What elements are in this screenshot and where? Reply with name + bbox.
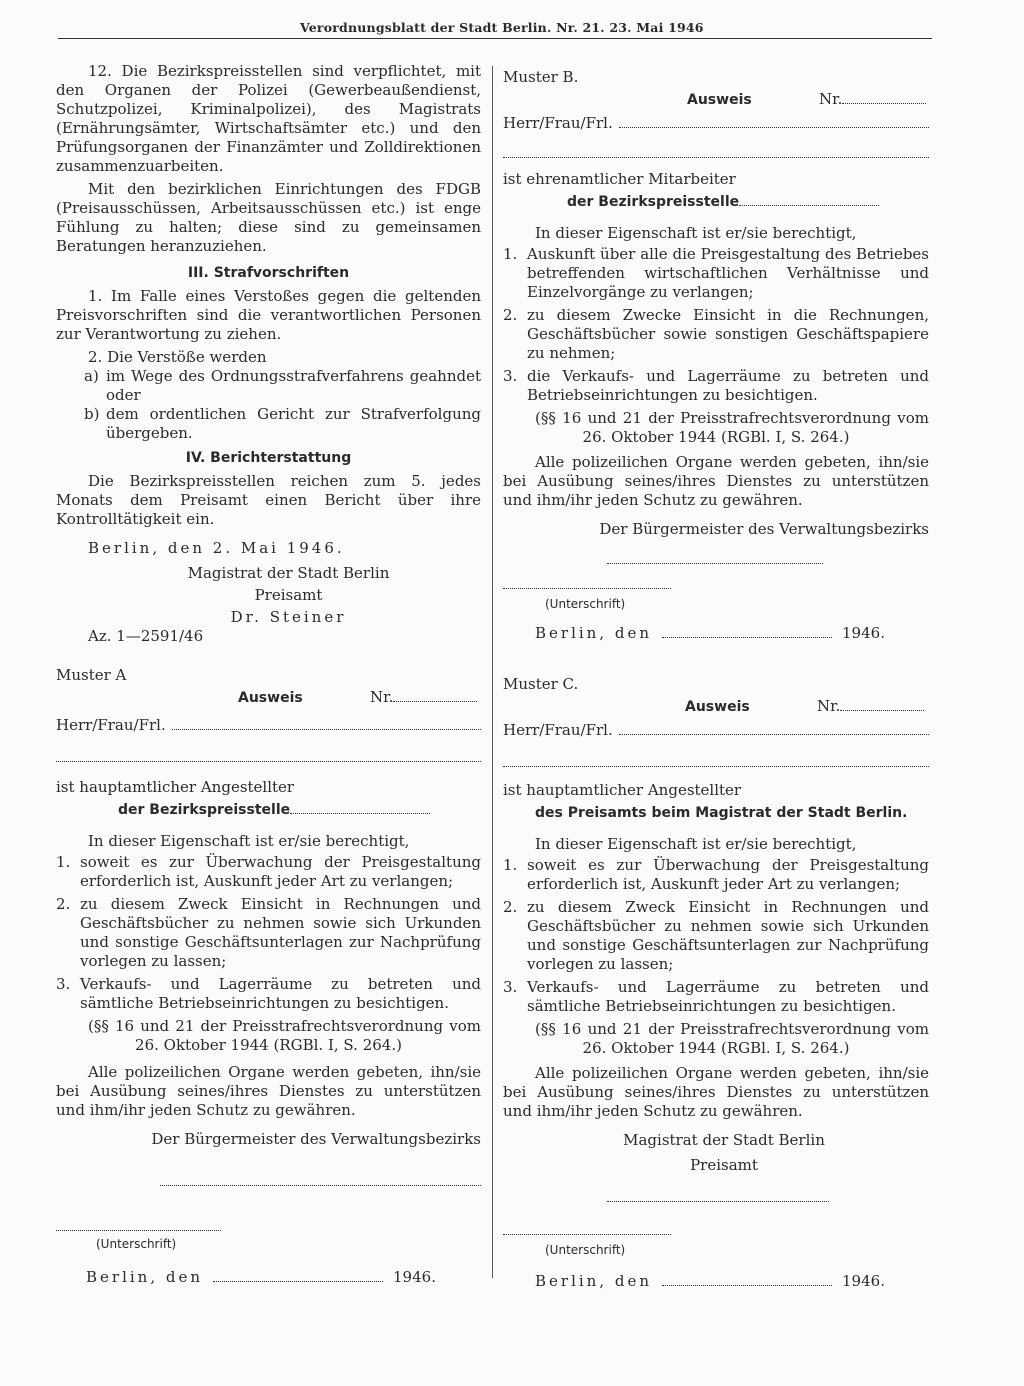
item-number: 3. bbox=[56, 975, 71, 993]
name-row bbox=[56, 716, 481, 735]
name-row bbox=[503, 721, 929, 740]
year-label: 1946. bbox=[393, 1268, 436, 1286]
header-rule bbox=[58, 38, 932, 39]
paragraph-fdgb: Mit den bezirklichen Einrichtungen des FDGB (Preisausschüssen, Arbeitsausschüssen etc.) ist enge Fühlung zu halten; diese sind zu gemeinsamen Beratungen heranzuziehen. bbox=[56, 180, 481, 255]
berlin-label: Berlin, den bbox=[86, 1268, 204, 1286]
berlin-label: Berlin, den bbox=[535, 624, 653, 642]
polizei-text: Alle polizeilichen Organe werden gebeten, ihn/sie bei Ausübung seines/ihres Dienstes zu unterstützen und ihm/ihr jeden Schutz zu gewähren. bbox=[503, 1064, 929, 1120]
unterschrift-label: (Unterschrift) bbox=[545, 597, 626, 611]
legal-reference: (§§ 16 und 21 der Preisstrafrechtsverordnung vom 26. Oktober 1944 (RGBl. I, S. 264.) bbox=[535, 1020, 929, 1057]
paragraph-bericht: Die Bezirkspreisstellen reichen zum 5. jedes Monats dem Preisamt einen Bericht über ihre Kontrolltätigkeit ein. bbox=[56, 472, 481, 528]
item-text: Verkaufs- und Lagerräume zu betreten und sämtliche Betriebseinrichtungen zu besichtigen. bbox=[527, 978, 929, 1015]
date-field[interactable] bbox=[213, 1281, 383, 1282]
date-row bbox=[56, 1268, 481, 1287]
item-number: 3. bbox=[503, 367, 518, 385]
paragraph-12: 12. Die Bezirkspreisstellen sind verpflichtet, mit den Organen der Polizei (Gewerbeaußendienst, Schutzpolizei, Kriminalpolizei), des Magistrats (Ernährungsämter, Wirtschaftsämter etc.) und den Prüfungsorganen der Finanzämter und Zolldirektionen zusammenzuarbeiten. bbox=[56, 62, 481, 175]
legal-reference: (§§ 16 und 21 der Preisstrafrechtsverordnung vom 26. Oktober 1944 (RGBl. I, S. 264.) bbox=[88, 1017, 481, 1054]
nr-label: Nr. bbox=[370, 688, 394, 706]
name-field[interactable] bbox=[172, 729, 481, 730]
item-text: soweit es zur Überwachung der Preisgestaltung erforderlich ist, Auskunft jeder Art zu verlangen; bbox=[527, 856, 929, 893]
status-text: ist hauptamtlicher Angestellter bbox=[503, 781, 742, 799]
signature-magistrat: Magistrat der Stadt Berlin bbox=[187, 564, 390, 582]
item-text: zu diesem Zweck Einsicht in Rechnungen und Geschäftsbücher zu nehmen sowie sich Urkunden und sonstige Geschäftsunterlagen zur Nachprüfung vorlegen zu lassen; bbox=[527, 898, 929, 973]
herr-label: Herr/Frau/Frl. bbox=[503, 721, 613, 739]
stelle-text: der Bezirkspreisstelle bbox=[118, 802, 291, 818]
heading-berichterstattung: IV. Berichterstattung bbox=[185, 450, 352, 466]
nr-field[interactable] bbox=[842, 103, 926, 104]
item-number: 1. bbox=[56, 853, 71, 871]
nr-label: Nr. bbox=[819, 90, 843, 108]
item-number: a) bbox=[84, 367, 99, 385]
signature-preisamt: Preisamt bbox=[254, 586, 323, 604]
ausweis-title: Ausweis bbox=[685, 699, 750, 715]
item-number: 1. bbox=[503, 245, 518, 263]
item-text: Auskunft über alle die Preisgestaltung des Betriebes betreffenden wirtschaftlichen Verhältnisse und Einzelvorgänge zu verlangen; bbox=[527, 245, 929, 301]
unterschrift-label: (Unterschrift) bbox=[545, 1243, 626, 1257]
muster-b bbox=[503, 68, 929, 643]
list-item bbox=[56, 975, 481, 1013]
issuer-text: Der Bürgermeister des Verwaltungsbezirks bbox=[151, 1130, 481, 1148]
polizei-text: Alle polizeilichen Organe werden gebeten, ihn/sie bei Ausübung seines/ihres Dienstes zu unterstützen und ihm/ihr jeden Schutz zu gewähren. bbox=[503, 453, 929, 509]
item-number: 2. bbox=[56, 895, 71, 913]
name-field-line-2[interactable] bbox=[56, 747, 481, 762]
berechtigt-text: In dieser Eigenschaft ist er/sie berechtigt, bbox=[535, 835, 857, 853]
issuer-magistrat: Magistrat der Stadt Berlin bbox=[623, 1131, 825, 1149]
strafvorschrift-2b bbox=[56, 405, 481, 443]
stelle-field[interactable] bbox=[739, 205, 879, 206]
item-number: 2. bbox=[503, 898, 518, 916]
issuer-field[interactable] bbox=[160, 1171, 481, 1186]
ausweis-title: Ausweis bbox=[238, 690, 303, 706]
strafvorschrift-2: 2. Die Verstöße werden bbox=[88, 348, 267, 366]
date-field[interactable] bbox=[662, 1285, 832, 1286]
name-row bbox=[503, 114, 929, 133]
list-item bbox=[503, 898, 929, 974]
ausweis-row bbox=[56, 688, 481, 708]
muster-label: Muster B. bbox=[503, 68, 579, 86]
stelle-field[interactable] bbox=[290, 813, 430, 814]
strafvorschrift-2a bbox=[56, 367, 481, 405]
date-field[interactable] bbox=[662, 637, 832, 638]
ausweis-row bbox=[503, 90, 929, 110]
herr-label: Herr/Frau/Frl. bbox=[503, 114, 613, 132]
ausweis-title: Ausweis bbox=[687, 92, 752, 108]
list-item bbox=[503, 978, 929, 1016]
left-column bbox=[56, 62, 481, 1287]
issuer-field[interactable] bbox=[607, 1187, 829, 1202]
item-text: zu diesem Zweck Einsicht in Rechnungen und Geschäftsbücher zu nehmen sowie sich Urkunden und sonstige Geschäftsunterlagen zur Nachprüfung vorlegen zu lassen; bbox=[80, 895, 481, 970]
column-divider bbox=[492, 66, 493, 1278]
signature-field[interactable] bbox=[503, 574, 671, 589]
stelle-row bbox=[503, 193, 929, 212]
year-label: 1946. bbox=[842, 624, 885, 642]
item-text: soweit es zur Überwachung der Preisgestaltung erforderlich ist, Auskunft jeder Art zu verlangen; bbox=[80, 853, 481, 890]
berechtigt-text: In dieser Eigenschaft ist er/sie berechtigt, bbox=[535, 224, 857, 242]
item-number: b) bbox=[84, 405, 100, 423]
unterschrift-label: (Unterschrift) bbox=[96, 1237, 177, 1251]
signature-name: Dr. Steiner bbox=[230, 608, 347, 626]
berechtigt-text: In dieser Eigenschaft ist er/sie berechtigt, bbox=[88, 832, 410, 850]
stelle-row bbox=[56, 801, 481, 820]
list-item bbox=[503, 367, 929, 405]
strafvorschrift-1: 1. Im Falle eines Verstoßes gegen die geltenden Preisvorschriften sind die verantwortlichen Personen zur Verantwortung zu ziehen. bbox=[56, 287, 481, 343]
list-item bbox=[503, 856, 929, 894]
item-number: 2. bbox=[503, 306, 518, 324]
nr-field[interactable] bbox=[393, 701, 477, 702]
list-item bbox=[503, 306, 929, 363]
list-item bbox=[56, 853, 481, 891]
date-row bbox=[503, 624, 929, 643]
date-line: Berlin, den 2. Mai 1946. bbox=[88, 539, 345, 557]
herr-label: Herr/Frau/Frl. bbox=[56, 716, 166, 734]
name-field[interactable] bbox=[619, 127, 929, 128]
right-column bbox=[503, 68, 929, 1291]
muster-label: Muster A bbox=[56, 666, 127, 684]
muster-c bbox=[503, 675, 929, 1291]
year-label: 1946. bbox=[842, 1272, 885, 1290]
heading-strafvorschriften: III. Strafvorschriften bbox=[187, 265, 350, 281]
nr-label: Nr. bbox=[817, 697, 841, 715]
item-text: im Wege des Ordnungsstrafverfahrens geahndet oder bbox=[106, 367, 481, 404]
name-field-line-2[interactable] bbox=[503, 752, 929, 767]
berlin-label: Berlin, den bbox=[535, 1272, 653, 1290]
polizei-text: Alle polizeilichen Organe werden gebeten, ihn/sie bei Ausübung seines/ihres Dienstes zu unterstützen und ihm/ihr jeden Schutz zu gewähren. bbox=[56, 1063, 481, 1119]
muster-label: Muster C. bbox=[503, 675, 579, 693]
item-text: dem ordentlichen Gericht zur Strafverfolgung übergeben. bbox=[106, 405, 481, 442]
signature-field[interactable] bbox=[503, 1220, 671, 1235]
item-text: die Verkaufs- und Lagerräume zu betreten und Betriebseinrichtungen zu besichtigen. bbox=[527, 367, 929, 404]
signature-field[interactable] bbox=[56, 1216, 221, 1231]
stelle-text: des Preisamts beim Magistrat der Stadt Berlin. bbox=[535, 805, 908, 821]
aktenzeichen: Az. 1—2591/46 bbox=[88, 627, 204, 645]
nr-field[interactable] bbox=[840, 710, 924, 711]
list-item bbox=[56, 895, 481, 971]
item-number: 3. bbox=[503, 978, 518, 996]
item-number: 1. bbox=[503, 856, 518, 874]
stelle-text: der Bezirkspreisstelle bbox=[567, 194, 740, 210]
name-field[interactable] bbox=[619, 734, 929, 735]
legal-reference: (§§ 16 und 21 der Preisstrafrechtsverordnung vom 26. Oktober 1944 (RGBl. I, S. 264.) bbox=[535, 409, 929, 446]
item-text: zu diesem Zwecke Einsicht in die Rechnungen, Geschäftsbücher sowie sonstigen Geschäftspapiere zu nehmen; bbox=[527, 306, 929, 362]
name-field-line-2[interactable] bbox=[503, 143, 929, 158]
date-row bbox=[503, 1272, 929, 1291]
status-text: ist ehrenamtlicher Mitarbeiter bbox=[503, 170, 736, 188]
issuer-text: Der Bürgermeister des Verwaltungsbezirks bbox=[599, 520, 929, 538]
status-text: ist hauptamtlicher Angestellter bbox=[56, 778, 295, 796]
item-text: Verkaufs- und Lagerräume zu betreten und sämtliche Betriebseinrichtungen zu besichtigen. bbox=[80, 975, 481, 1012]
list-item bbox=[503, 245, 929, 302]
issuer-preisamt: Preisamt bbox=[690, 1156, 758, 1174]
ausweis-row bbox=[503, 697, 929, 717]
page-header: Verordnungsblatt der Stadt Berlin. Nr. 21. 23. Mai 1946 bbox=[300, 20, 704, 35]
muster-a bbox=[56, 666, 481, 1287]
issuer-field[interactable] bbox=[607, 549, 823, 564]
